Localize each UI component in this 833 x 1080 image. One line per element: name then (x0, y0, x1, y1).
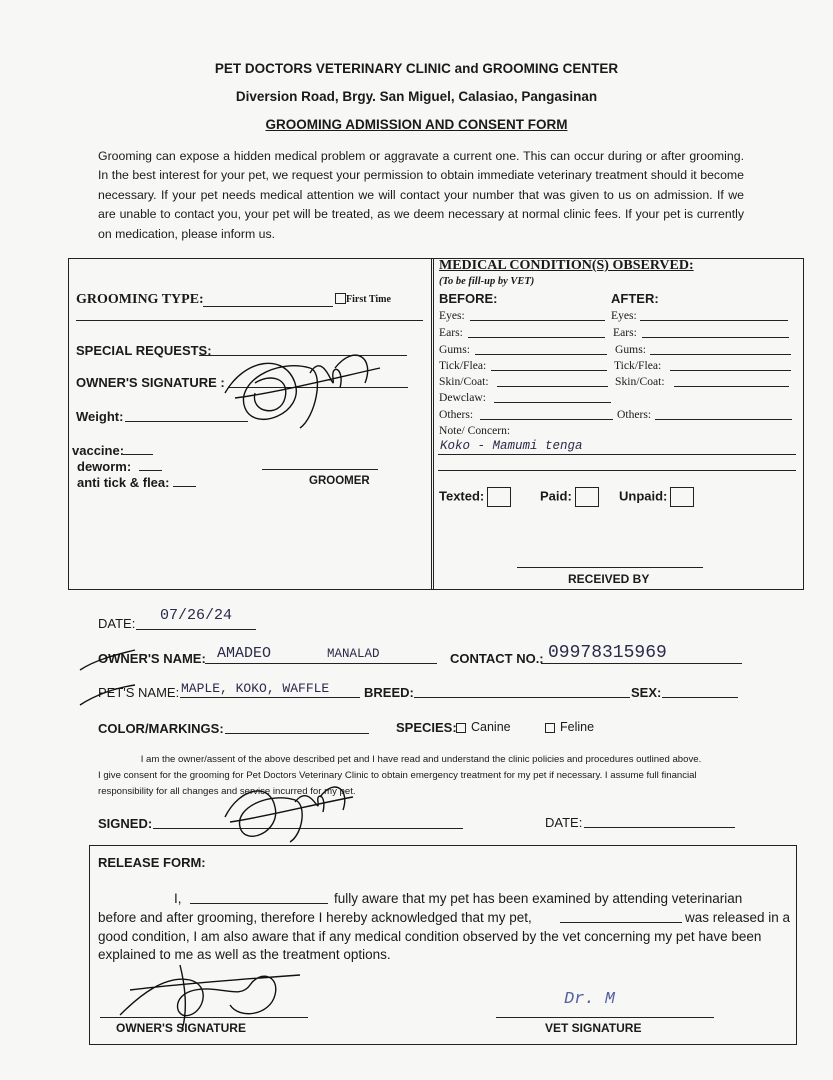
owner-signature-scribble-2 (215, 772, 355, 852)
clinic-name: PET DOCTORS VETERINARY CLINIC and GROOMING CENTER (214, 61, 619, 76)
after-gums-label: Gums: (615, 343, 646, 356)
contact-field[interactable] (541, 663, 742, 664)
before-eyes-field[interactable] (470, 320, 605, 321)
intro-paragraph: Grooming can expose a hidden medical problem or aggravate a current one. This can occur during or after grooming. In the best interest for your pet, we request your permission to obtain immediate veterinary treatment should it become necessary. If your pet needs medical attention we will contact your number that was given to us on admission. If we are unable to contact you, your pet will be treated, as we deem necessary at normal clinic fees. If your pet is currently on medication, please inform us. (98, 149, 744, 241)
date-label: DATE: (98, 616, 136, 631)
owner-name-label: OWNER'S NAME: (98, 651, 206, 666)
consent-paragraph-2: I give consent for the grooming for Pet Doctors Veterinary Clinic to obtain emergency treatment for my pet if necessary. I assume full financial responsibility for all changes and service incurred for my pet. (98, 770, 697, 797)
after-tickflea-label: Tick/Flea: (614, 359, 662, 372)
pet-name-field[interactable] (180, 697, 360, 698)
paid-label: Paid: (540, 488, 572, 504)
vaccine-label: vaccine: (72, 443, 125, 458)
sex-field[interactable] (662, 697, 738, 698)
received-by-label: RECEIVED BY (568, 572, 650, 586)
grooming-type-label: GROOMING TYPE: (76, 292, 204, 307)
unpaid-label: Unpaid: (619, 488, 668, 504)
after-skincoat-field[interactable] (674, 386, 789, 387)
release-owner-signature-label: OWNER'S SIGNATURE (116, 1021, 246, 1035)
breed-field[interactable] (414, 697, 630, 698)
species-canine-option[interactable] (456, 720, 511, 734)
unpaid-option[interactable] (619, 487, 694, 507)
date-field[interactable] (136, 629, 256, 630)
release-line-2-suffix: was released in a (685, 910, 791, 925)
before-others-label: Others: (439, 408, 474, 421)
before-dewclaw-field[interactable] (494, 402, 611, 403)
owner-last-name: MANALAD (327, 647, 380, 661)
weight-label: Weight: (76, 409, 124, 424)
paid-option[interactable] (540, 487, 599, 507)
sex-label: SEX: (631, 685, 662, 700)
medical-title: MEDICAL CONDITION(S) OBSERVED: (439, 258, 694, 273)
special-requests-label: SPECIAL REQUESTS: (76, 343, 212, 358)
vet-initials: Dr. M (564, 990, 616, 1009)
groomer-label: GROOMER (309, 475, 370, 487)
after-others-label: Others: (617, 408, 652, 421)
after-tickflea-field[interactable] (670, 370, 791, 371)
after-others-field[interactable] (655, 419, 792, 420)
consent-paragraph-1: I am the owner/assent of the above described pet and I have read and understand the clinic policies and procedures outlined above. (140, 754, 702, 765)
note-concern-value: Koko - Mamumi tenga (440, 439, 583, 453)
unpaid-checkbox[interactable] (670, 487, 694, 507)
release-line-1-prefix: I, (174, 891, 182, 906)
after-label: AFTER: (611, 291, 659, 306)
before-tickflea-field[interactable] (491, 370, 607, 371)
vet-signature-label: VET SIGNATURE (545, 1021, 642, 1035)
after-eyes-label: Eyes: (611, 309, 637, 322)
groomer-signature-line[interactable] (262, 469, 378, 470)
received-by-line[interactable] (517, 567, 703, 568)
pet-name-value: MAPLE, KOKO, WAFFLE (181, 681, 330, 696)
release-owner-name-field[interactable] (190, 903, 328, 904)
owner-first-name: AMADEO (217, 645, 272, 662)
first-time-checkbox[interactable] (335, 293, 346, 304)
after-eyes-field[interactable] (640, 320, 788, 321)
texted-checkbox[interactable] (487, 487, 511, 507)
date-value: 07/26/24 (160, 607, 233, 624)
before-gums-field[interactable] (475, 354, 607, 355)
note-line-1[interactable] (438, 454, 796, 455)
vet-signature-line[interactable] (496, 1017, 714, 1018)
before-ears-field[interactable] (468, 337, 605, 338)
owner-signature-label: OWNER'S SIGNATURE : (76, 375, 225, 390)
consent-date-label: DATE: (545, 815, 583, 830)
medical-subtitle: (To be fill-up by VET) (439, 276, 535, 287)
color-markings-field[interactable] (225, 733, 369, 734)
release-line-4: explained to me as well as the treatment options. (98, 947, 391, 962)
breed-label: BREED: (364, 685, 414, 700)
first-time-label: First Time (346, 294, 391, 305)
release-line-1-suffix: fully aware that my pet has been examined by attending veterinarian (334, 891, 743, 906)
contact-value: 09978315969 (548, 643, 667, 663)
after-skincoat-label: Skin/Coat: (615, 375, 665, 388)
species-feline-option[interactable] (545, 720, 594, 734)
release-pet-name-field[interactable] (560, 922, 682, 923)
before-gums-label: Gums: (439, 343, 470, 356)
deworm-label: deworm: (77, 459, 132, 474)
before-others-field[interactable] (480, 419, 613, 420)
grooming-type-field[interactable] (203, 306, 333, 307)
feline-label: Feline (560, 720, 595, 734)
before-eyes-label: Eyes: (439, 309, 465, 322)
after-gums-field[interactable] (650, 354, 791, 355)
before-label: BEFORE: (439, 291, 498, 306)
consent-date-field[interactable] (584, 827, 735, 828)
canine-checkbox[interactable] (456, 723, 466, 733)
texted-option[interactable] (439, 487, 511, 507)
grooming-type-line-2[interactable] (76, 320, 423, 321)
after-ears-field[interactable] (642, 337, 789, 338)
release-line-2-prefix: before and after grooming, therefore I hereby acknowledged that my pet, (98, 910, 532, 925)
after-ears-label: Ears: (613, 326, 637, 339)
note-line-2[interactable] (438, 470, 796, 471)
owner-signature-scribble-1 (215, 338, 385, 438)
before-dewclaw-label: Dewclaw: (439, 391, 486, 404)
anti-tick-flea-field[interactable] (173, 486, 196, 487)
before-skincoat-field[interactable] (497, 386, 608, 387)
pet-name-label: PET'S NAME: (98, 685, 180, 700)
contact-label: CONTACT NO.: (450, 651, 544, 666)
release-owner-signature-scribble (110, 955, 310, 1035)
owner-name-check-mark (75, 640, 165, 710)
deworm-field[interactable] (139, 470, 162, 471)
before-tickflea-label: Tick/Flea: (439, 359, 487, 372)
form-title: GROOMING ADMISSION AND CONSENT FORM (265, 117, 568, 132)
release-line-3: good condition, I am also aware that if any medical condition observed by the vet concerning my pet have been (98, 929, 762, 944)
before-ears-label: Ears: (439, 326, 463, 339)
note-concern-label: Note/ Concern: (439, 424, 511, 437)
clinic-address: Diversion Road, Brgy. San Miguel, Calasiao, Pangasinan (235, 89, 598, 104)
before-skincoat-label: Skin/Coat: (439, 375, 489, 388)
vaccine-field[interactable] (123, 454, 153, 455)
species-label: SPECIES: (396, 720, 457, 735)
feline-checkbox[interactable] (545, 723, 555, 733)
owner-name-field[interactable] (205, 663, 437, 664)
canine-label: Canine (471, 720, 511, 734)
color-markings-label: COLOR/MARKINGS: (98, 721, 224, 736)
release-title: RELEASE FORM: (98, 855, 206, 870)
signed-label: SIGNED: (98, 816, 153, 831)
anti-tick-flea-label: anti tick & flea: (77, 475, 170, 490)
texted-label: Texted: (439, 488, 485, 504)
paid-checkbox[interactable] (575, 487, 599, 507)
